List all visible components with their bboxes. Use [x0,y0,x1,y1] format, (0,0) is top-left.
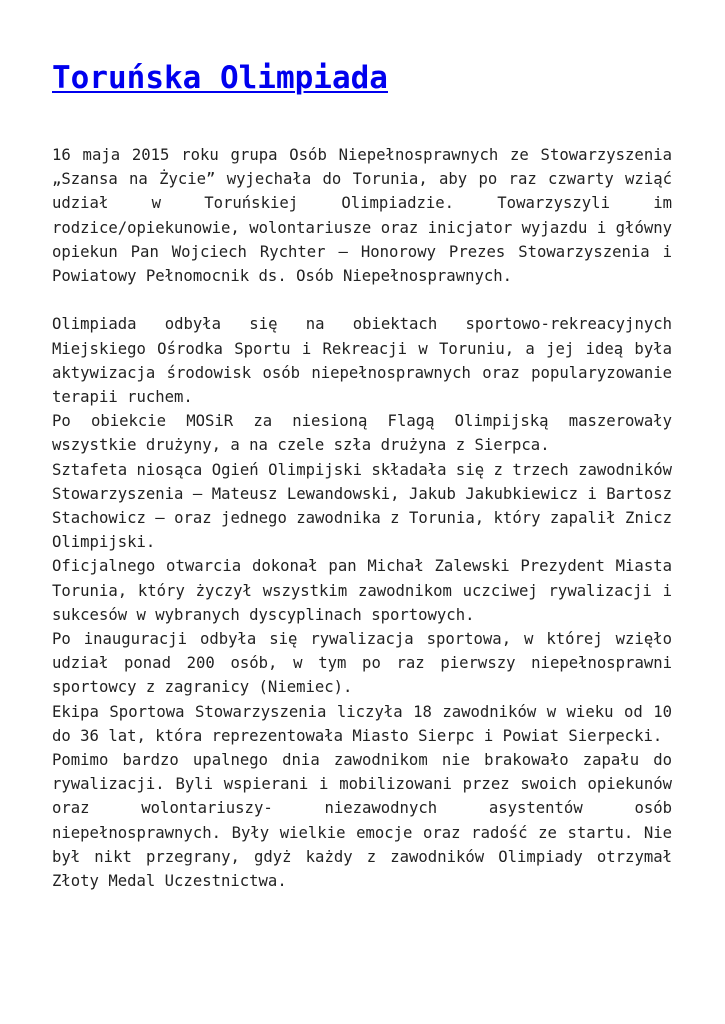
paragraph-relay: Sztafeta niosąca Ogień Olimpijski składała się z trzech zawodników Stowarzyszenia – Mateusz Lewandowski, Jakub Jakubkiewicz i Bartosz Stachowicz – oraz jednego zawodnika z Torunia, który zapalił Znicz Olimpijski. [52,460,672,552]
paragraph-competition: Po inauguracji odbyła się rywalizacja sportowa, w której wzięło udział ponad 200 osób, w tym po raz pierwszy niepełnosprawni sportowcy z zagranicy (Niemiec). [52,630,672,697]
paragraph-march: Po obiekcie MOSiR za niesioną Flagą Olimpijską maszerowały wszystkie drużyny, a na czele szła drużyna z Sierpca. [52,412,672,455]
article-title-link[interactable]: Toruńska Olimpiada [52,60,388,96]
paragraph-opening: Oficjalnego otwarcia dokonał pan Michał Zalewski Prezydent Miasta Torunia, który życzył wszystkim zawodnikom uczciwej rywalizacji i sukcesów w wybranych dyscyplinach sportowych. [52,557,672,624]
article [52,52,672,893]
paragraph-summary: Pomimo bardzo upalnego dnia zawodnikom nie brakowało zapału do rywalizacji. Byli wspierani i mobilizowani przez swoich opiekunów oraz wolontariuszy- niezawodnych asystentów osób niepełnosprawnych. Były wielkie emocje oraz radość ze startu. Nie był nikt przegrany, gdyż każdy z zawodników Olimpiady otrzymał Złoty Medal Uczestnictwa. [52,751,672,891]
paragraph-intro: 16 maja 2015 roku grupa Osób Niepełnosprawnych ze Stowarzyszenia „Szansa na Życie” wyjechała do Torunia, aby po raz czwarty wziąć udział w Toruńskiej Olimpiadzie. Towarzyszyli im rodzice/opiekunowie, wolontariusze oraz inicjator wyjazdu i główny opiekun Pan Wojciech Rychter – Honorowy Prezes Stowarzyszenia i Powiatowy Pełnomocnik ds. Osób Niepełnosprawnych. [52,146,672,286]
article-title[interactable] [52,52,672,104]
article-body [52,143,672,893]
paragraph-team: Ekipa Sportowa Stowarzyszenia liczyła 18 zawodników w wieku od 10 do 36 lat, która reprezentowała Miasto Sierpc i Powiat Sierpecki. [52,702,672,745]
paragraph-venue: Olimpiada odbyła się na obiektach sportowo-rekreacyjnych Miejskiego Ośrodka Sportu i Rekreacji w Toruniu, a jej ideą była aktywizacja środowisk osób niepełnosprawnych oraz popularyzowanie terapii ruchem. [52,315,672,407]
